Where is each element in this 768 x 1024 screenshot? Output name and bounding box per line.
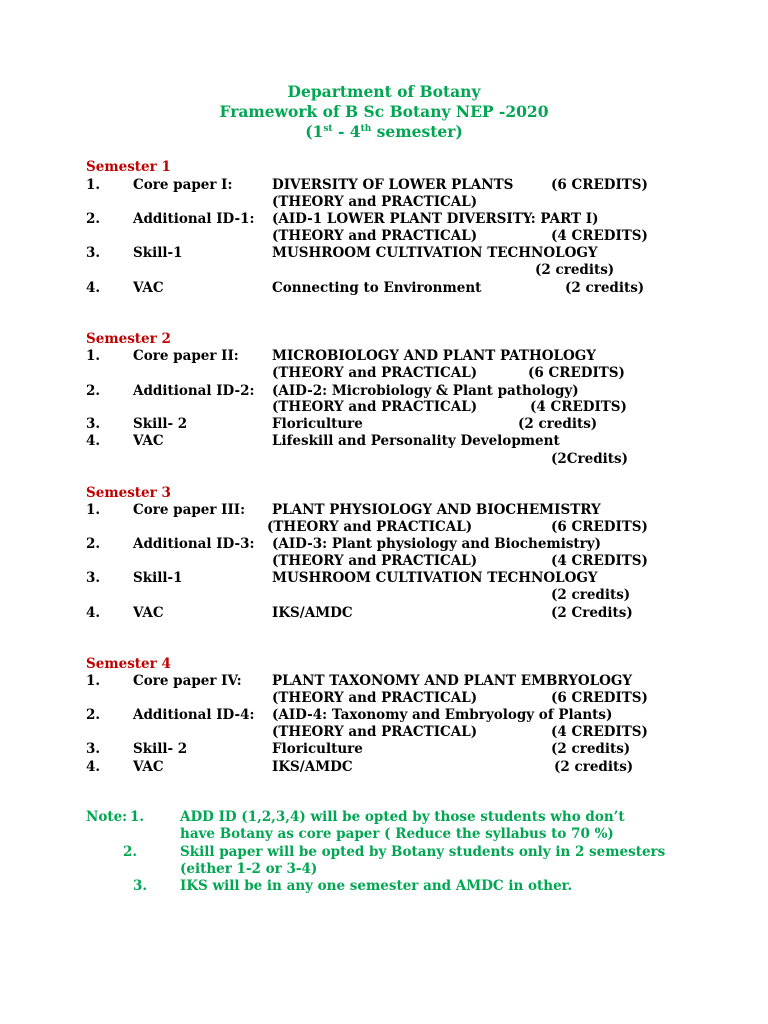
- semester-3-heading: Semester 3: [86, 485, 171, 501]
- row-number: 4.: [86, 605, 101, 621]
- row-number: 1.: [86, 348, 101, 364]
- row-number: 1.: [86, 177, 101, 193]
- paper-mode: (THEORY and PRACTICAL): [272, 365, 478, 381]
- note-number: 2.: [123, 844, 138, 860]
- paper-label: Skill-1: [133, 570, 183, 586]
- paper-mode: (THEORY and PRACTICAL): [272, 724, 478, 740]
- credit-value: (2 credits): [551, 741, 631, 757]
- credit-value: (4 CREDITS): [551, 553, 648, 569]
- paper-label: Core paper III:: [133, 502, 246, 518]
- credit-value: (2 credits): [551, 587, 631, 603]
- paper-title: IKS/AMDC: [272, 605, 353, 621]
- row-number: 2.: [86, 536, 101, 552]
- paper-label: Additional ID-1:: [133, 211, 255, 227]
- paper-label: VAC: [133, 605, 164, 621]
- paper-title: Floriculture: [272, 416, 363, 432]
- credit-value: (6 CREDITS): [528, 365, 625, 381]
- credit-value: (6 CREDITS): [551, 519, 648, 535]
- note-text: (either 1-2 or 3-4): [180, 861, 318, 877]
- paper-mode: (THEORY and PRACTICAL): [272, 228, 478, 244]
- paper-label: Skill- 2: [133, 416, 188, 432]
- paper-label: Core paper II:: [133, 348, 239, 364]
- credit-value: (4 CREDITS): [551, 228, 648, 244]
- paper-label: Skill-1: [133, 245, 183, 261]
- row-number: 3.: [86, 741, 101, 757]
- paper-title: (AID-2: Microbiology & Plant pathology): [272, 383, 579, 399]
- paper-mode: (THEORY and PRACTICAL): [272, 553, 478, 569]
- paper-label: Additional ID-3:: [133, 536, 255, 552]
- row-number: 3.: [86, 416, 101, 432]
- note-number: 1.: [130, 809, 145, 825]
- paper-title: PLANT TAXONOMY AND PLANT EMBRYOLOGY: [272, 673, 633, 689]
- paper-label: Additional ID-4:: [133, 707, 255, 723]
- paper-title: MUSHROOM CULTIVATION TECHNOLOGY: [272, 570, 598, 586]
- paper-label: Core paper I:: [133, 177, 233, 193]
- credit-value: (4 CREDITS): [530, 399, 627, 415]
- paper-label: VAC: [133, 280, 164, 296]
- note-text: have Botany as core paper ( Reduce the syllabus to 70 %): [180, 826, 614, 842]
- paper-label: Core paper IV:: [133, 673, 242, 689]
- note-text: ADD ID (1,2,3,4) will be opted by those students who don’t: [180, 809, 625, 825]
- paper-title: MUSHROOM CULTIVATION TECHNOLOGY: [272, 245, 598, 261]
- semester-range: (1st - 4th semester): [305, 122, 463, 141]
- credit-value: (2 Credits): [551, 605, 633, 621]
- paper-label: VAC: [133, 759, 164, 775]
- paper-mode: (THEORY and PRACTICAL): [272, 399, 478, 415]
- note-label: Note:: [86, 809, 128, 825]
- credit-value: (2Credits): [551, 451, 629, 467]
- paper-title: MICROBIOLOGY AND PLANT PATHOLOGY: [272, 348, 596, 364]
- row-number: 4.: [86, 433, 101, 449]
- paper-title: Connecting to Environment: [272, 280, 482, 296]
- paper-mode: (THEORY and PRACTICAL): [272, 194, 478, 210]
- paper-label: Skill- 2: [133, 741, 188, 757]
- row-number: 3.: [86, 570, 101, 586]
- paper-mode: (THEORY and PRACTICAL): [272, 690, 478, 706]
- note-number: 3.: [133, 878, 148, 894]
- row-number: 2.: [86, 211, 101, 227]
- framework-title: Framework of B Sc Botany NEP -2020: [219, 102, 549, 121]
- credit-value: (6 CREDITS): [551, 177, 648, 193]
- credit-value: (2 credits): [518, 416, 598, 432]
- paper-title: PLANT PHYSIOLOGY AND BIOCHEMISTRY: [272, 502, 601, 518]
- credit-value: (2 credits): [554, 759, 634, 775]
- paper-label: VAC: [133, 433, 164, 449]
- paper-title: Floriculture: [272, 741, 363, 757]
- credit-value: (6 CREDITS): [551, 690, 648, 706]
- paper-title: (AID-4: Taxonomy and Embryology of Plants): [272, 707, 613, 723]
- row-number: 1.: [86, 673, 101, 689]
- paper-title: (AID-3: Plant physiology and Biochemistry): [272, 536, 602, 552]
- row-number: 4.: [86, 759, 101, 775]
- semester-2-heading: Semester 2: [86, 331, 171, 347]
- note-text: Skill paper will be opted by Botany students only in 2 semesters: [180, 844, 666, 860]
- row-number: 4.: [86, 280, 101, 296]
- semester-1-heading: Semester 1: [86, 159, 171, 175]
- row-number: 2.: [86, 383, 101, 399]
- note-text: IKS will be in any one semester and AMDC in other.: [180, 878, 573, 894]
- paper-title: IKS/AMDC: [272, 759, 353, 775]
- row-number: 2.: [86, 707, 101, 723]
- paper-label: Additional ID-2:: [133, 383, 255, 399]
- row-number: 1.: [86, 502, 101, 518]
- paper-title: DIVERSITY OF LOWER PLANTS: [272, 177, 514, 193]
- paper-title: (AID-1 LOWER PLANT DIVERSITY: PART I): [272, 211, 599, 227]
- paper-mode: (THEORY and PRACTICAL): [267, 519, 473, 535]
- department-title: Department of Botany: [287, 82, 481, 101]
- credit-value: (2 credits): [535, 262, 615, 278]
- row-number: 3.: [86, 245, 101, 261]
- credit-value: (2 credits): [565, 280, 645, 296]
- semester-4-heading: Semester 4: [86, 656, 171, 672]
- credit-value: (4 CREDITS): [551, 724, 648, 740]
- paper-title: Lifeskill and Personality Development: [272, 433, 560, 449]
